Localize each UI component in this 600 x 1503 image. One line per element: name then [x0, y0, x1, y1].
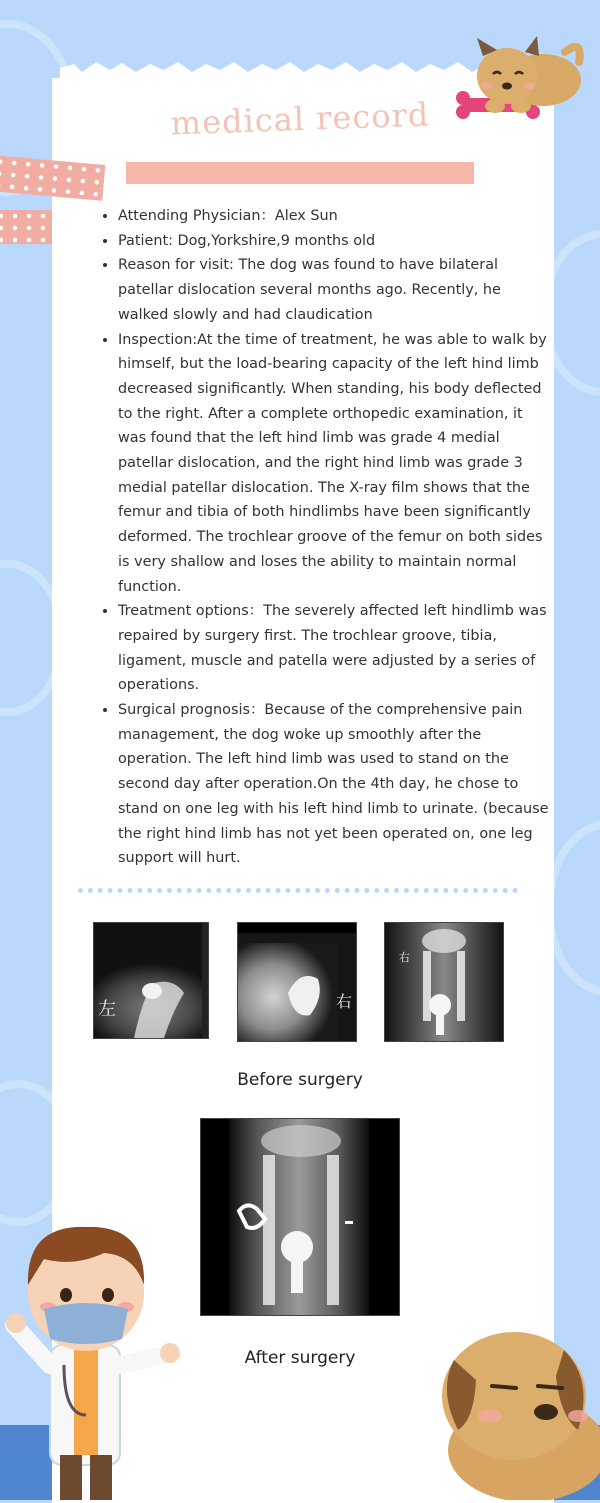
dotted-divider: [78, 888, 518, 893]
xray-right-label: 右: [336, 992, 353, 1011]
record-item-inspection: • Inspection:At the time of treatment, he was able to walk by himself, but the load-bearing capacity of the left hind limb decreased significantly. When standing, his body deflected to the right. After a complete orthopedic examination, it was found that the left hind limb was grade 4 medial patellar dislocation, and the right hind limb was grade 3 medial patellar dislocation. The X-ray film shows that the femur and tibia of both hindlimbs have been significantly deformed. The trochlear groove of the femur on both sides is very shallow and loses the ability to maintain normal function.: [118, 328, 550, 600]
record-item-physician: • Attending Physician：Alex Sun: [118, 204, 550, 229]
xray-pelvis-before: [384, 922, 504, 1042]
xray-after-surgery: [200, 1118, 400, 1316]
xray-left-label: 左: [98, 999, 116, 1020]
record-item-patient: • Patient: Dog,Yorkshire,9 months old: [118, 229, 550, 254]
tape-decoration: [0, 210, 52, 244]
sleeping-dog-illustration: [418, 1320, 600, 1500]
doctor-illustration: [4, 1215, 184, 1500]
caption-before-surgery: Before surgery: [237, 1070, 363, 1090]
record-item-treatment: • Treatment options：The severely affected left hindlimb was repaired by surgery first. The trochlear groove, tibia, ligament, muscle and patella were adjusted by a series of operations.: [118, 599, 550, 698]
xray-left-knee: [93, 922, 209, 1039]
record-item-reason: • Reason for visit: The dog was found to have bilateral patellar dislocation several months ago. Recently, he walked slowly and had claudication: [118, 253, 550, 327]
xray-pelvis-label: 右: [399, 951, 410, 964]
page-title: medical record: [170, 95, 430, 143]
caption-after-surgery: After surgery: [244, 1348, 356, 1368]
title-underline-bar: [126, 162, 474, 184]
record-item-prognosis: • Surgical prognosis：Because of the comprehensive pain management, the dog woke up smoothly after the operation. The left hind limb was used to stand on the second day after operation.On the 4th day, he chose to stand on one leg with his left hind limb to urinate. (because the right hind limb has not yet been operated on, one leg support will hurt.: [118, 698, 550, 871]
record-list: [96, 204, 550, 871]
xray-right-knee: [237, 922, 357, 1042]
